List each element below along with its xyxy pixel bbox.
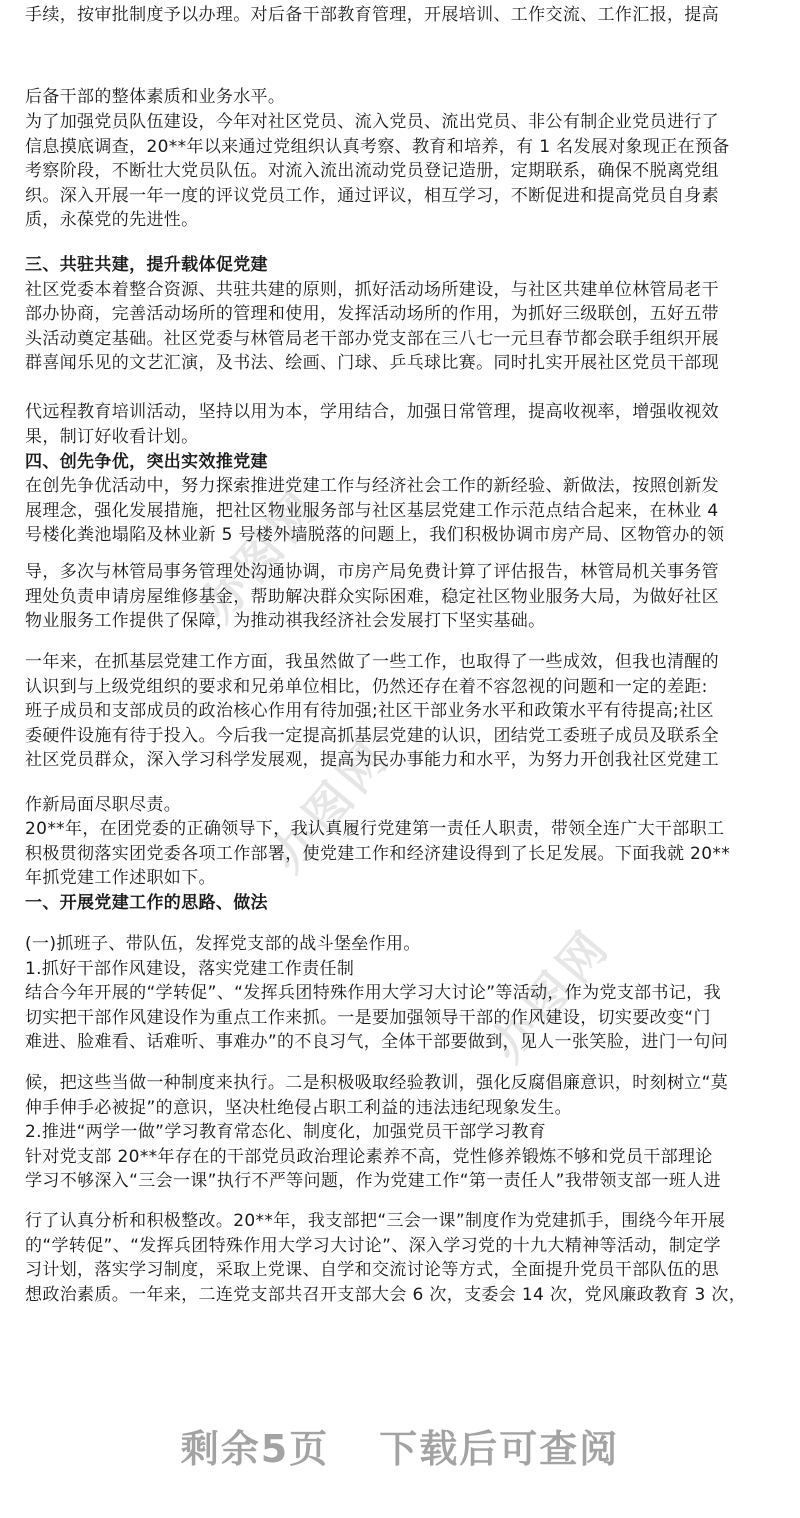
- paragraph-line: 委硬件设施有待于投入。今后我一定提高抓基层党建的认识，团结党工委班子成员及联系全: [25, 726, 719, 746]
- watermark: 办图网: [259, 727, 402, 883]
- paragraph-line: 行了认真分析和积极整改。20**年，我支部把“三会一课”制度作为党建抓手，围绕今年开展: [25, 1211, 726, 1231]
- remaining-pages-label[interactable]: 剩余5页: [180, 1427, 330, 1471]
- paragraph-line: 物业服务工作提供了保障，为推动祺我经济社会发展打下坚实基础。: [25, 611, 546, 631]
- paragraph-line: 手续，按审批制度予以办理。对后备干部教育管理，开展培训、工作交流、工作汇报，提高: [25, 5, 719, 25]
- paragraph-line: 信息摸底调查，20**年以来通过党组织认真考察、教育和培养，有 1 名发展对象现正在预备: [25, 137, 730, 157]
- paragraph-line: 织。深入开展一年一度的评议党员工作，通过评议，相互学习，不断促进和提高党员自身素: [25, 186, 719, 206]
- download-hint-label[interactable]: 下载后可查阅: [379, 1427, 620, 1471]
- paragraph-line: 社区党员群众，深入学习科学发展观，提高为民办事能力和水平，为努力开创我社区党建工: [25, 750, 719, 770]
- paragraph-line: 难进、脸难看、话难听、事难办”的不良习气，全体干部要做到，见人一张笑脸，进门一句问: [25, 1032, 729, 1052]
- paragraph-line: 头活动奠定基础。社区党委与林管局老干部办党支部在三八七一元旦春节都会联手组织开展: [25, 329, 719, 349]
- section-heading: 三、共驻共建，提升载体促党建: [25, 255, 268, 275]
- paragraph-line: 针对党支部 20**年存在的干部党员政治理论素养不高，党性修养锻炼不够和党员干部理论: [25, 1147, 713, 1167]
- paragraph-line: 1.抓好干部作风建设，落实党建工作责任制: [25, 959, 355, 979]
- paragraph-line: 质，永葆党的先进性。: [25, 210, 199, 230]
- paragraph-line: 班子成员和支部成员的政治核心作用有待加强;社区干部业务水平和政策水平有待提高;社区: [25, 701, 714, 721]
- paragraph-line: 展理念，强化发展措施，把社区物业服务部与社区基层党建工作示范点结合起来，在林业 4: [25, 501, 719, 521]
- paragraph-line: 后备干部的整体素质和业务水平。: [25, 87, 286, 107]
- paragraph-line: 导，多次与林管局事务管理处沟通协调，市房产局免费计算了评估报告，林管局机关事务管: [25, 562, 719, 582]
- paragraph-line: 群喜闻乐见的文艺汇演，及书法、绘画、门球、乒乓球比赛。同时扎实开展社区党员干部现: [25, 353, 719, 373]
- paragraph-line: 代远程教育培训活动，坚持以用为本，学用结合，加强日常管理，提高收视率，增强收视效: [25, 402, 719, 422]
- paragraph-line: 伸手伸手必被捉”的意识，坚决杜绝侵占职工利益的违法违纪现象发生。: [25, 1098, 573, 1118]
- paragraph-line: 理处负责申请房屋维修基金，帮助解决群众实际困难，稳定社区物业服务大局，为做好社区: [25, 587, 719, 607]
- paragraph-line: 考察阶段，不断壮大党员队伍。对流入流出流动党员登记造册，定期联系，确保不脱离党组: [25, 161, 719, 181]
- paragraph-line: 的“学转促”、“发挥兵团特殊作用大学习大讨论”、深入学习党的十九大精神等活动，制定学: [25, 1236, 721, 1256]
- paragraph-line: 想政治素质。一年来，二连党支部共召开支部大会 6 次，支委会 14 次，党风廉政教育 3 次，: [25, 1285, 747, 1305]
- paragraph-line: 切实把干部作风建设作为重点工作来抓。一是要加强领导干部的作风建设，切实要改变“门: [25, 1008, 711, 1028]
- section-heading: 一、开展党建工作的思路、做法: [25, 893, 268, 913]
- paragraph-line: 20**年，在团党委的正确领导下，我认真履行党建第一责任人职责，带领全连广大干部职工: [25, 819, 725, 839]
- download-prompt[interactable]: [0, 1418, 800, 1473]
- paragraph-line: 积极贯彻落实团党委各项工作部署，使党建工作和经济建设得到了长足发展。下面我就 20**: [25, 844, 731, 864]
- watermark: 办图网: [189, 477, 332, 633]
- paragraph-line: 部办协商，完善活动场所的管理和使用，发挥活动场所的作用，为抓好三级联创，五好五带: [25, 304, 719, 324]
- paragraph-line: 2.推进“两学一做”学习教育常态化、制度化，加强党员干部学习教育: [25, 1122, 547, 1142]
- paragraph-line: 候，把这些当做一种制度来执行。二是积极吸取经验教训，强化反腐倡廉意识，时刻树立“莫: [25, 1073, 729, 1093]
- paragraph-line: 号楼化粪池塌陷及林业新 5 号楼外墙脱落的问题上，我们积极协调市房产局、区物管办的领: [25, 525, 725, 545]
- paragraph-line: 社区党委本着整合资源、共驻共建的原则，抓好活动场所建设，与社区共建单位林管局老干: [25, 280, 719, 300]
- paragraph-line: 作新局面尽职尽责。: [25, 795, 182, 815]
- paragraph-line: 一年来，在抓基层党建工作方面，我虽然做了一些工作，也取得了一些成效，但我也清醒的: [25, 652, 719, 672]
- paragraph-line: 习计划，落实学习制度，采取上党课、自学和交流讨论等方式，全面提升党员干部队伍的思: [25, 1260, 719, 1280]
- paragraph-line: 认识到与上级党组织的要求和兄弟单位相比，仍然还存在着不容忽视的问题和一定的差距:: [25, 677, 708, 697]
- paragraph-line: (一)抓班子、带队伍，发挥党支部的战斗堡垒作用。: [25, 934, 421, 954]
- paragraph-line: 学习不够深入“三会一课”执行不严等问题，作为党建工作“第一责任人”我带领支部一班人进: [25, 1171, 721, 1191]
- section-heading: 四、创先争优，突出实效推党建: [25, 452, 268, 472]
- paragraph-line: 为了加强党员队伍建设，今年对社区党员、流入党员、流出党员、非公有制企业党员进行了: [25, 112, 719, 132]
- paragraph-line: 年抓党建工作述职如下。: [25, 868, 216, 888]
- paragraph-line: 结合今年开展的“学转促”、“发挥兵团特殊作用大学习大讨论”等活动，作为党支部书记，我: [25, 983, 721, 1003]
- watermark: 办图网: [479, 917, 622, 1073]
- paragraph-line: 在创先争优活动中，努力探索推进党建工作与经济社会工作的新经验、新做法，按照创新发: [25, 476, 719, 496]
- paragraph-line: 果，制订好收看计划。: [25, 427, 199, 447]
